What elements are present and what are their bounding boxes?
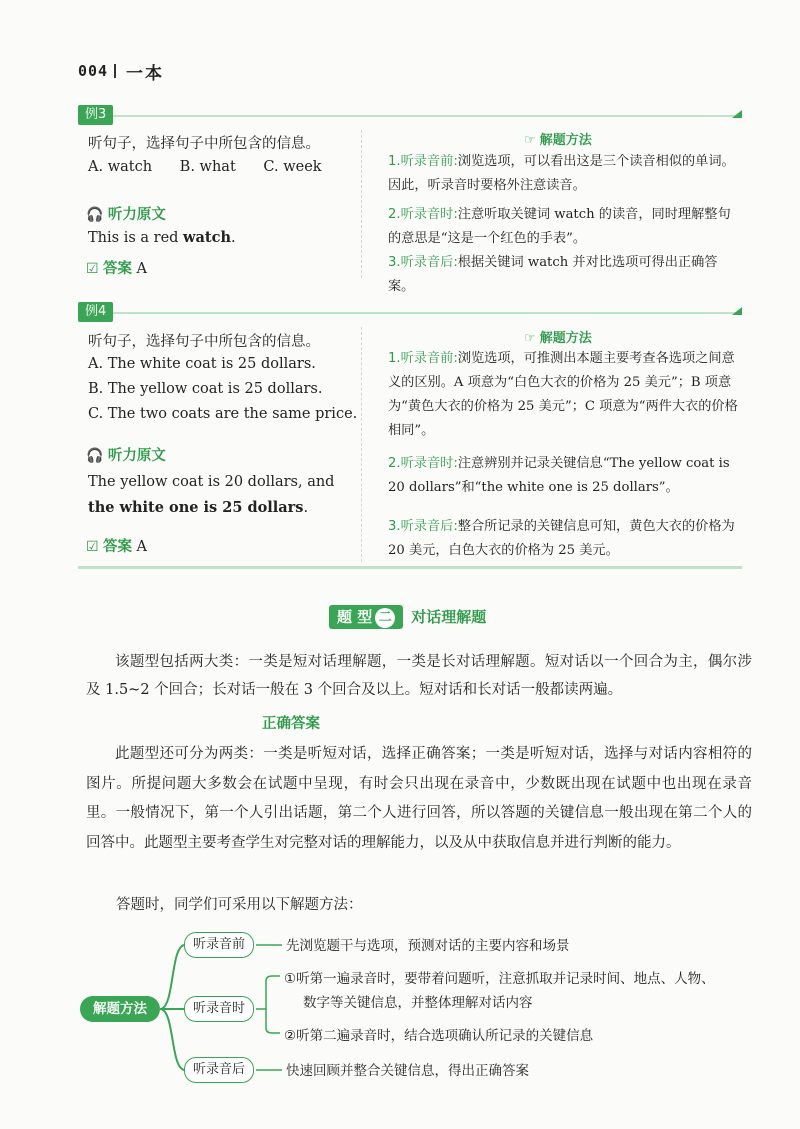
- corner-triangle-icon: [732, 110, 742, 118]
- section-body: 此题型还可分为两类：一类是听短对话，选择正确答案；一类是听短对话，选择与对话内容相符的图片。所提问题大多数会在试题中呈现，有时会只出现在录音中，少数既出现在试题中也出现在录音里。一般情况下，第一个人引出话题，第二个人进行回答，所以答题的关键信息一般出现在第二个人的回答中。此题型主要考查学生对完整对话的理解能力，以及从中获取信息并进行判断的能力。: [86, 746, 752, 851]
- subheading: 正确答案: [262, 716, 320, 732]
- corner-triangle-icon: [732, 307, 742, 315]
- mindmap-node-during: 听录音时: [184, 996, 254, 1022]
- example-3-method-heading: [524, 129, 592, 148]
- section-title: [329, 605, 486, 629]
- example-4-question: 听句子，选择句子中所包含的信息。: [88, 334, 320, 350]
- column-divider: [361, 327, 362, 562]
- method-label: 解题方法: [539, 133, 592, 148]
- brand-logo: 一本: [126, 64, 164, 84]
- answer-value: A: [136, 261, 147, 277]
- header-divider: [114, 64, 116, 78]
- example-4-tag: 例4: [78, 302, 113, 322]
- pointing-hand-icon: ☞: [524, 133, 536, 148]
- example-4-step-1: 1.听录音前:浏览选项，可推测出本题主要考查各选项之间意义的区别。A 项意为“白色大衣的价格为 25 美元”；B 项意为“黄色大衣的价格为 25 美元”；C 项意为“两件大衣的价格相同”。: [388, 351, 738, 438]
- example-3-transcript-heading: [86, 203, 166, 224]
- pointing-hand-icon: ☞: [524, 331, 536, 346]
- example-3-top-bar: [78, 115, 742, 117]
- check-icon: ☑: [86, 539, 99, 555]
- example-3-question: 听句子，选择句子中所包含的信息。: [88, 136, 320, 152]
- example-3-answer: [86, 257, 147, 278]
- answer-label: 答案: [103, 539, 133, 555]
- example-4-step-3: 3.听录音后:整合所记录的关键信息可知，黄色大衣的价格为 20 美元，白色大衣的价格为 25 美元。: [388, 519, 735, 558]
- example-4-answer: [86, 535, 147, 556]
- mindmap-node-before: 听录音前: [184, 932, 254, 958]
- mindmap-text-after: 快速回顾并整合关键信息，得出正确答案: [286, 1063, 529, 1079]
- example-3-step-3: 3.听录音后:根据关键词 watch 并对比选项可得出正确答案。: [388, 255, 718, 294]
- section-badge: 题 型 二: [329, 605, 403, 629]
- headphones-icon: 🎧: [86, 207, 104, 223]
- mindmap-text-before: 先浏览题干与选项，预测对话的主要内容和场景: [286, 938, 570, 954]
- answer-value: A: [136, 539, 147, 555]
- answer-label: 答案: [103, 261, 133, 277]
- example-3-options: A. watch B. what C. week: [88, 159, 322, 175]
- example-3-tag: 例3: [78, 105, 113, 125]
- section-number: 二: [375, 608, 395, 628]
- example-4-option-c: C. The two coats are the same price.: [88, 406, 358, 422]
- example-4-bottom-bar: [78, 566, 742, 569]
- mindmap-root: 解题方法: [80, 996, 160, 1022]
- example-4-top-bar: [78, 312, 742, 314]
- example-3-step-1: 1.听录音前:浏览选项，可以看出这是三个读音相似的单词。因此，听录音时要格外注意读音。: [388, 154, 735, 193]
- example-4-transcript: The yellow coat is 20 dollars, and the white one is 25 dollars.: [88, 474, 335, 516]
- section-title-text: 对话理解题: [411, 608, 487, 626]
- example-4-step-2: 2.听录音时:注意辨别并记录关键信息“The yellow coat is 20 dollars”和“the white one is 25 dollars”。: [388, 456, 730, 495]
- transcript-label: 听力原文: [107, 448, 166, 464]
- mindmap-node-after: 听录音后: [184, 1057, 254, 1083]
- page-number: 004: [78, 62, 109, 80]
- mindmap-text-during-1a: ①听第一遍录音时，要带着问题听，注意抓取并记录时间、地点、人物、: [284, 971, 715, 987]
- method-label: 解题方法: [539, 331, 592, 346]
- mindmap-text-during-1b: 数字等关键信息，并整体理解对话内容: [303, 995, 533, 1011]
- section-intro: 该题型包括两大类：一类是短对话理解题，一类是长对话理解题。短对话以一个回合为主，偶尔涉及 1.5~2 个回合；长对话一般在 3 个回合及以上。短对话和长对话一般都读两遍。: [86, 654, 752, 698]
- example-4-option-b: B. The yellow coat is 25 dollars.: [88, 381, 323, 397]
- example-4-option-a: A. The white coat is 25 dollars.: [88, 356, 316, 372]
- example-3-transcript: This is a red watch.: [88, 229, 236, 246]
- column-divider: [361, 130, 362, 278]
- section-lead: 答题时，同学们可采用以下解题方法：: [116, 897, 363, 913]
- example-4-method-heading: [524, 327, 592, 346]
- check-icon: ☑: [86, 261, 99, 277]
- transcript-label: 听力原文: [107, 207, 166, 223]
- example-4-transcript-heading: [86, 444, 166, 465]
- mindmap-text-during-2: ②听第二遍录音时，结合选项确认所记录的关键信息: [284, 1028, 594, 1044]
- headphones-icon: 🎧: [86, 448, 104, 464]
- example-3-step-2: 2.听录音时:注意听取关键词 watch 的读音，同时理解整句的意思是“这是一个红色的手表”。: [388, 207, 731, 246]
